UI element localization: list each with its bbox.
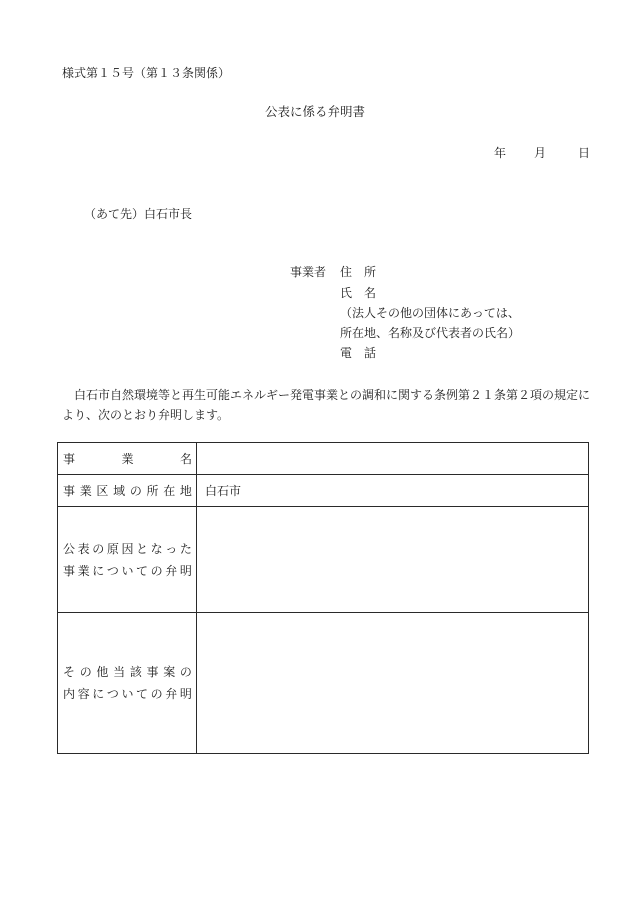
- other-explanation-label-line2: [63, 683, 192, 705]
- label-char: 明: [179, 563, 192, 578]
- label-char: 因: [121, 541, 134, 556]
- name-note-line2: 所在地、名称及び代表者の氏名）: [340, 326, 521, 340]
- address-label: 住 所: [340, 265, 377, 279]
- location-label-text: [63, 480, 192, 502]
- explanation-cause-value[interactable]: [197, 507, 589, 613]
- label-char: 他: [96, 665, 109, 679]
- table-row-location: [58, 475, 589, 507]
- other-explanation-label-line1: [63, 661, 192, 683]
- label-char: の: [92, 541, 105, 556]
- label-char: い: [121, 563, 134, 578]
- label-char: 弁: [165, 687, 178, 701]
- label-char: の: [179, 665, 192, 679]
- label-char: 業: [121, 451, 134, 466]
- business-name-label: [58, 443, 197, 475]
- label-char: 内: [63, 687, 76, 701]
- label-char: の: [129, 483, 142, 498]
- label-char: 事: [63, 563, 76, 578]
- label-char: 在: [163, 483, 176, 498]
- label-char: の: [79, 665, 92, 679]
- business-name-value[interactable]: [197, 443, 589, 475]
- label-char: 案: [163, 665, 176, 679]
- label-char: 所: [146, 483, 159, 498]
- label-char: 当: [113, 665, 126, 679]
- label-char: 明: [179, 687, 192, 701]
- statement-paragraph: 白石市自然環境等と再生可能エネルギー発電事業との調和に関する条例第２１条第２項の規定により、次のとおり弁明します。: [62, 388, 591, 422]
- other-explanation-value[interactable]: [197, 613, 589, 754]
- label-char: と: [136, 541, 149, 556]
- label-char: な: [150, 541, 163, 556]
- label-char: に: [92, 563, 105, 578]
- label-char: つ: [106, 687, 119, 701]
- label-char: 区: [96, 483, 109, 498]
- explanation-cause-label: [58, 507, 197, 613]
- label-char: 該: [129, 665, 142, 679]
- label-char: て: [136, 563, 149, 578]
- label-char: 表: [77, 541, 90, 556]
- addressee: （あて先）白石市長: [84, 207, 193, 221]
- label-char: つ: [106, 563, 119, 578]
- label-char: 名: [179, 451, 192, 466]
- label-char: 地: [179, 483, 192, 498]
- label-char: 公: [63, 541, 76, 556]
- date-month-label: 月: [534, 146, 547, 160]
- applicant-section-label: 事業者: [290, 265, 327, 279]
- label-char: そ: [63, 665, 76, 679]
- label-char: 事: [146, 665, 159, 679]
- label-char: 域: [113, 483, 126, 498]
- business-name-label-text: [63, 448, 192, 470]
- table-row-business-name: [58, 443, 589, 475]
- phone-label: 電 話: [340, 346, 377, 360]
- date-line: [494, 147, 590, 159]
- label-char: 弁: [165, 563, 178, 578]
- table-row-explanation-cause: [58, 507, 589, 613]
- explanation-cause-label-line1: [63, 538, 192, 560]
- explanation-cause-label-line2: [63, 560, 192, 582]
- label-char: 原: [106, 541, 119, 556]
- label-char: っ: [165, 541, 178, 556]
- document-title: 公表に係る弁明書: [264, 104, 365, 119]
- date-year-label: 年: [494, 146, 507, 160]
- other-explanation-label: [58, 613, 197, 754]
- form-table: [57, 442, 589, 754]
- label-char: の: [150, 687, 163, 701]
- table-row-other-explanation: [58, 613, 589, 754]
- label-char: て: [136, 687, 149, 701]
- label-char: 業: [79, 483, 92, 498]
- label-char: 事: [63, 451, 76, 466]
- label-char: の: [150, 563, 163, 578]
- name-label: 氏 名: [340, 286, 377, 300]
- location-value[interactable]: 白石市: [197, 475, 589, 507]
- label-char: に: [92, 687, 105, 701]
- date-day-label: 日: [578, 146, 591, 160]
- label-char: い: [121, 687, 134, 701]
- location-label: [58, 475, 197, 507]
- label-char: た: [179, 541, 192, 556]
- label-char: 業: [77, 563, 90, 578]
- label-char: 容: [77, 687, 90, 701]
- name-note-line1: （法人その他の団体にあっては、: [340, 306, 520, 320]
- form-number: 様式第１５号（第１３条関係）: [62, 66, 231, 80]
- label-char: 事: [63, 483, 76, 498]
